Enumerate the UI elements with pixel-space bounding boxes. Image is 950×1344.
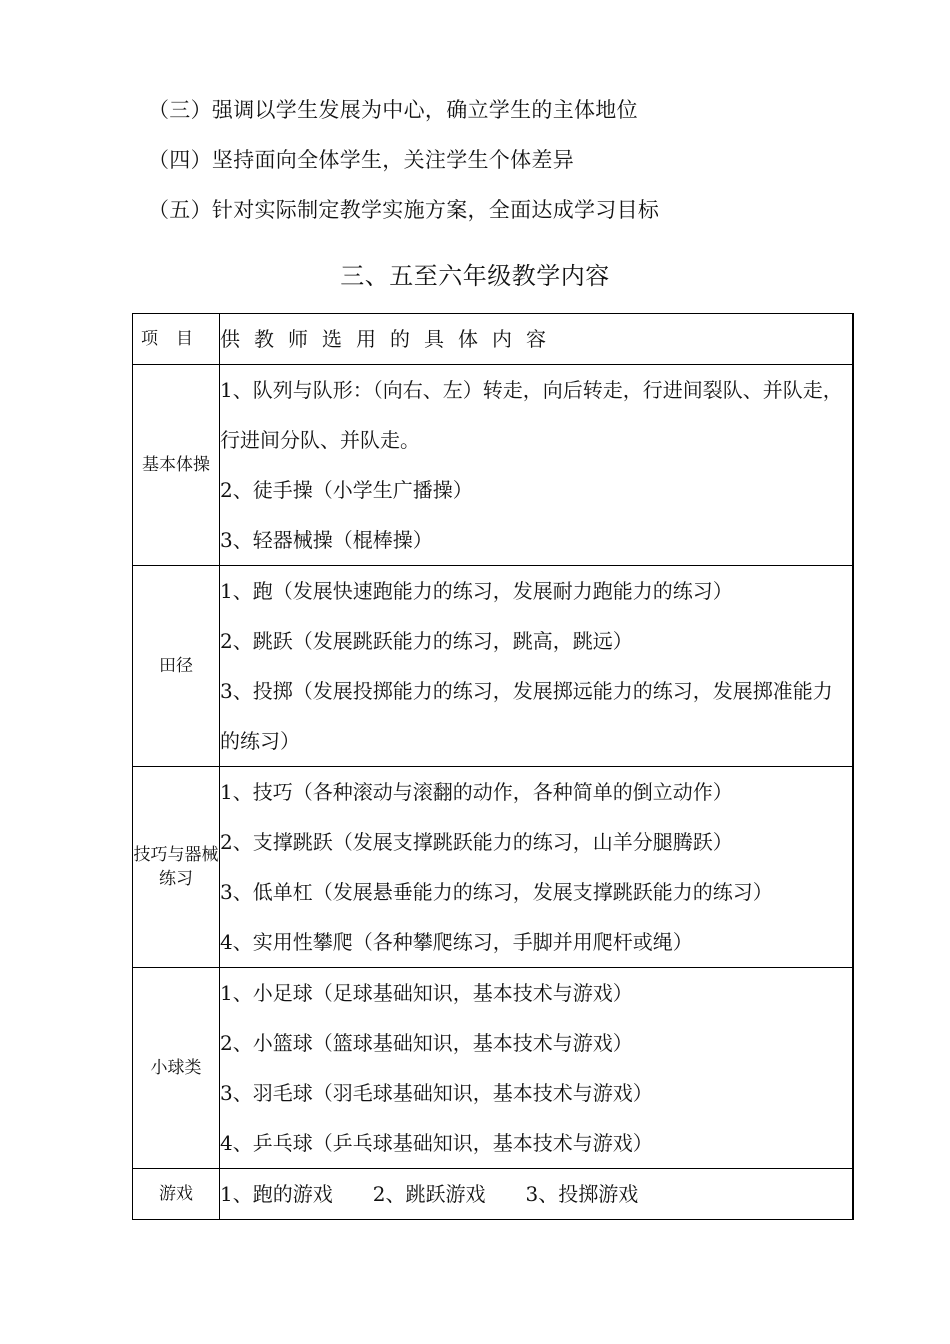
row-label-ball-games: 小球类 [133,968,220,1169]
list-item: 1、技巧（各种滚动与滚翻的动作，各种简单的倒立动作） [220,780,733,804]
table-row [133,767,854,968]
row-label-apparatus: 技巧与器械练习 [133,767,220,968]
list-item: 1、小足球（足球基础知识，基本技术与游戏） [220,981,633,1005]
paragraph-3: （三）强调以学生发展为中心，确立学生的主体地位 [148,98,638,122]
row-label-games: 游戏 [133,1169,220,1220]
list-item: 3、投掷游戏 [525,1182,639,1206]
table-row [133,968,854,1169]
paragraph-5: （五）针对实际制定教学实施方案，全面达成学习目标 [148,198,660,222]
row-content-gymnastics [220,365,854,566]
row-label-gymnastics: 基本体操 [133,365,220,566]
list-item: 4、乒乓球（乒乓球基础知识，基本技术与游戏） [220,1131,653,1155]
list-item: 4、实用性攀爬（各种攀爬练习，手脚并用爬杆或绳） [220,930,693,954]
list-item: 2、徒手操（小学生广播操） [220,478,473,502]
section-title: 三、五至六年级教学内容 [340,262,610,290]
table-row [133,1169,854,1220]
row-content-games [220,1169,854,1220]
list-item: 1、跑（发展快速跑能力的练习，发展耐力跑能力的练习） [220,579,733,603]
list-item: 3、低单杠（发展悬垂能力的练习，发展支撑跳跃能力的练习） [220,880,773,904]
list-item: 1、跑的游戏 [220,1182,333,1206]
header-content: 供教师选用的具体内容 [220,314,854,365]
list-item: 2、跳跃（发展跳跃能力的练习，跳高，跳远） [220,629,633,653]
row-label-track: 田径 [133,566,220,767]
table-header-row [133,314,854,365]
list-item: 1、队列与队形：（向右、左）转走，向后转走，行进间裂队、并队走，行进间分队、并队走。 [220,378,843,452]
list-item: 2、小篮球（篮球基础知识，基本技术与游戏） [220,1031,633,1055]
list-item: 3、轻器械操（棍棒操） [220,528,433,552]
row-content-apparatus [220,767,854,968]
list-item: 3、投掷（发展投掷能力的练习，发展掷远能力的练习，发展掷准能力的练习） [220,679,833,753]
list-item: 3、羽毛球（羽毛球基础知识，基本技术与游戏） [220,1081,653,1105]
list-item: 2、跳跃游戏 [372,1182,486,1206]
paragraph-4: （四）坚持面向全体学生，关注学生个体差异 [148,148,574,172]
table-row [133,566,854,767]
content-table [132,313,854,1220]
row-content-ball-games [220,968,854,1169]
list-item: 2、支撑跳跃（发展支撑跳跃能力的练习，山羊分腿腾跃） [220,830,733,854]
row-content-track [220,566,854,767]
header-label: 项目 [133,314,220,365]
table-row [133,365,854,566]
